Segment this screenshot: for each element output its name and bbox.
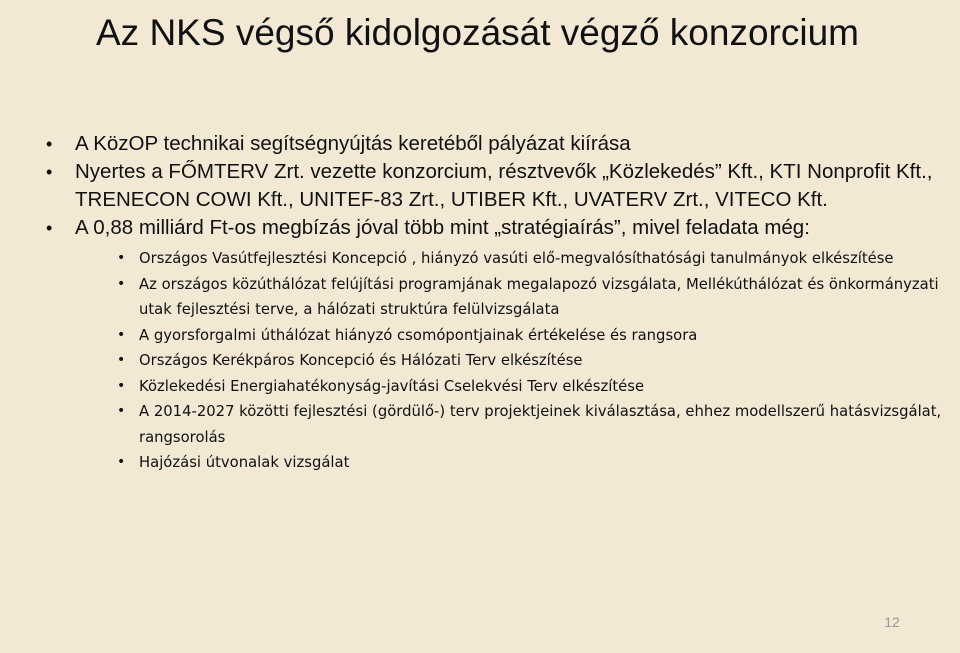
sub-bullet-item [104,272,946,323]
sub-bullet-dot-icon: • [117,377,126,394]
sub-bullet-dot-icon: • [117,403,126,419]
sub-bullet-dot-icon: • [117,454,126,470]
sub-bullet-text: Közlekedési Energiahatékonyság-javítási Cselekvési Terv elkészítése [139,377,645,395]
sub-bullet-text: A 2014-2027 közötti fejlesztési (gördülő-) terv projektjeinek kiválasztása, ehhez modellszerű hatásvizsgálat, rangsorolás [139,403,942,446]
sub-bullet-text: Az országos közúthálózat felújítási programjának megalapozó vizsgálata, Mellékúthálózat és önkormányzati utak fejlesztési terve, a hálózati struktúra felülvizsgálata [139,275,939,318]
bullet-dot-icon: • [46,218,53,238]
sub-bullet-item [104,450,946,476]
sub-bullet-dot-icon: • [117,250,126,266]
sub-bullet-item [104,323,946,349]
slide-title: Az NKS végső kidolgozását végző konzorcium [96,12,859,53]
sub-bullet-text: A gyorsforgalmi úthálózat hiányzó csomópontjainak értékelése és rangsora [139,326,698,344]
sub-bullet-list [75,246,946,476]
sub-bullet-dot-icon: • [117,352,126,368]
sub-bullet-dot-icon: • [117,326,126,343]
bullet-dot-icon: • [46,134,53,154]
bullet-text: Nyertes a FŐMTERV Zrt. vezette konzorcium, résztvevők „Közlekedés” Kft., KTI Nonprofit Kft., TRENECON COWI Kft., UNITEF-83 Zrt., UTIBER Kft., UVATERV Zrt., VITECO Kft. [75,160,933,211]
sub-bullet-item [104,399,946,450]
sub-bullet-item [104,348,946,374]
sub-bullet-text: Országos Vasútfejlesztési Koncepció , hiányzó vasúti elő-megvalósíthatósági tanulmányok elkészítése [139,250,894,267]
bullet-text: A 0,88 milliárd Ft-os megbízás jóval több mint „stratégiaírás”, mivel feladata még: [75,216,810,239]
sub-bullet-text: Országos Kerékpáros Koncepció és Hálózati Terv elkészítése [139,352,583,369]
page-number: 12 [884,614,900,630]
bullet-list [46,130,946,476]
sub-bullet-text: Hajózási útvonalak vizsgálat [139,454,350,471]
bullet-dot-icon: • [46,162,53,182]
bullet-item [46,158,946,214]
bullet-item [46,130,946,158]
sub-bullet-item [104,374,946,400]
sub-bullet-dot-icon: • [117,275,126,292]
sub-bullet-item [104,246,946,272]
bullet-text: A KözOP technikai segítségnyújtás keretéből pályázat kiírása [75,132,631,155]
bullet-item [46,214,946,476]
